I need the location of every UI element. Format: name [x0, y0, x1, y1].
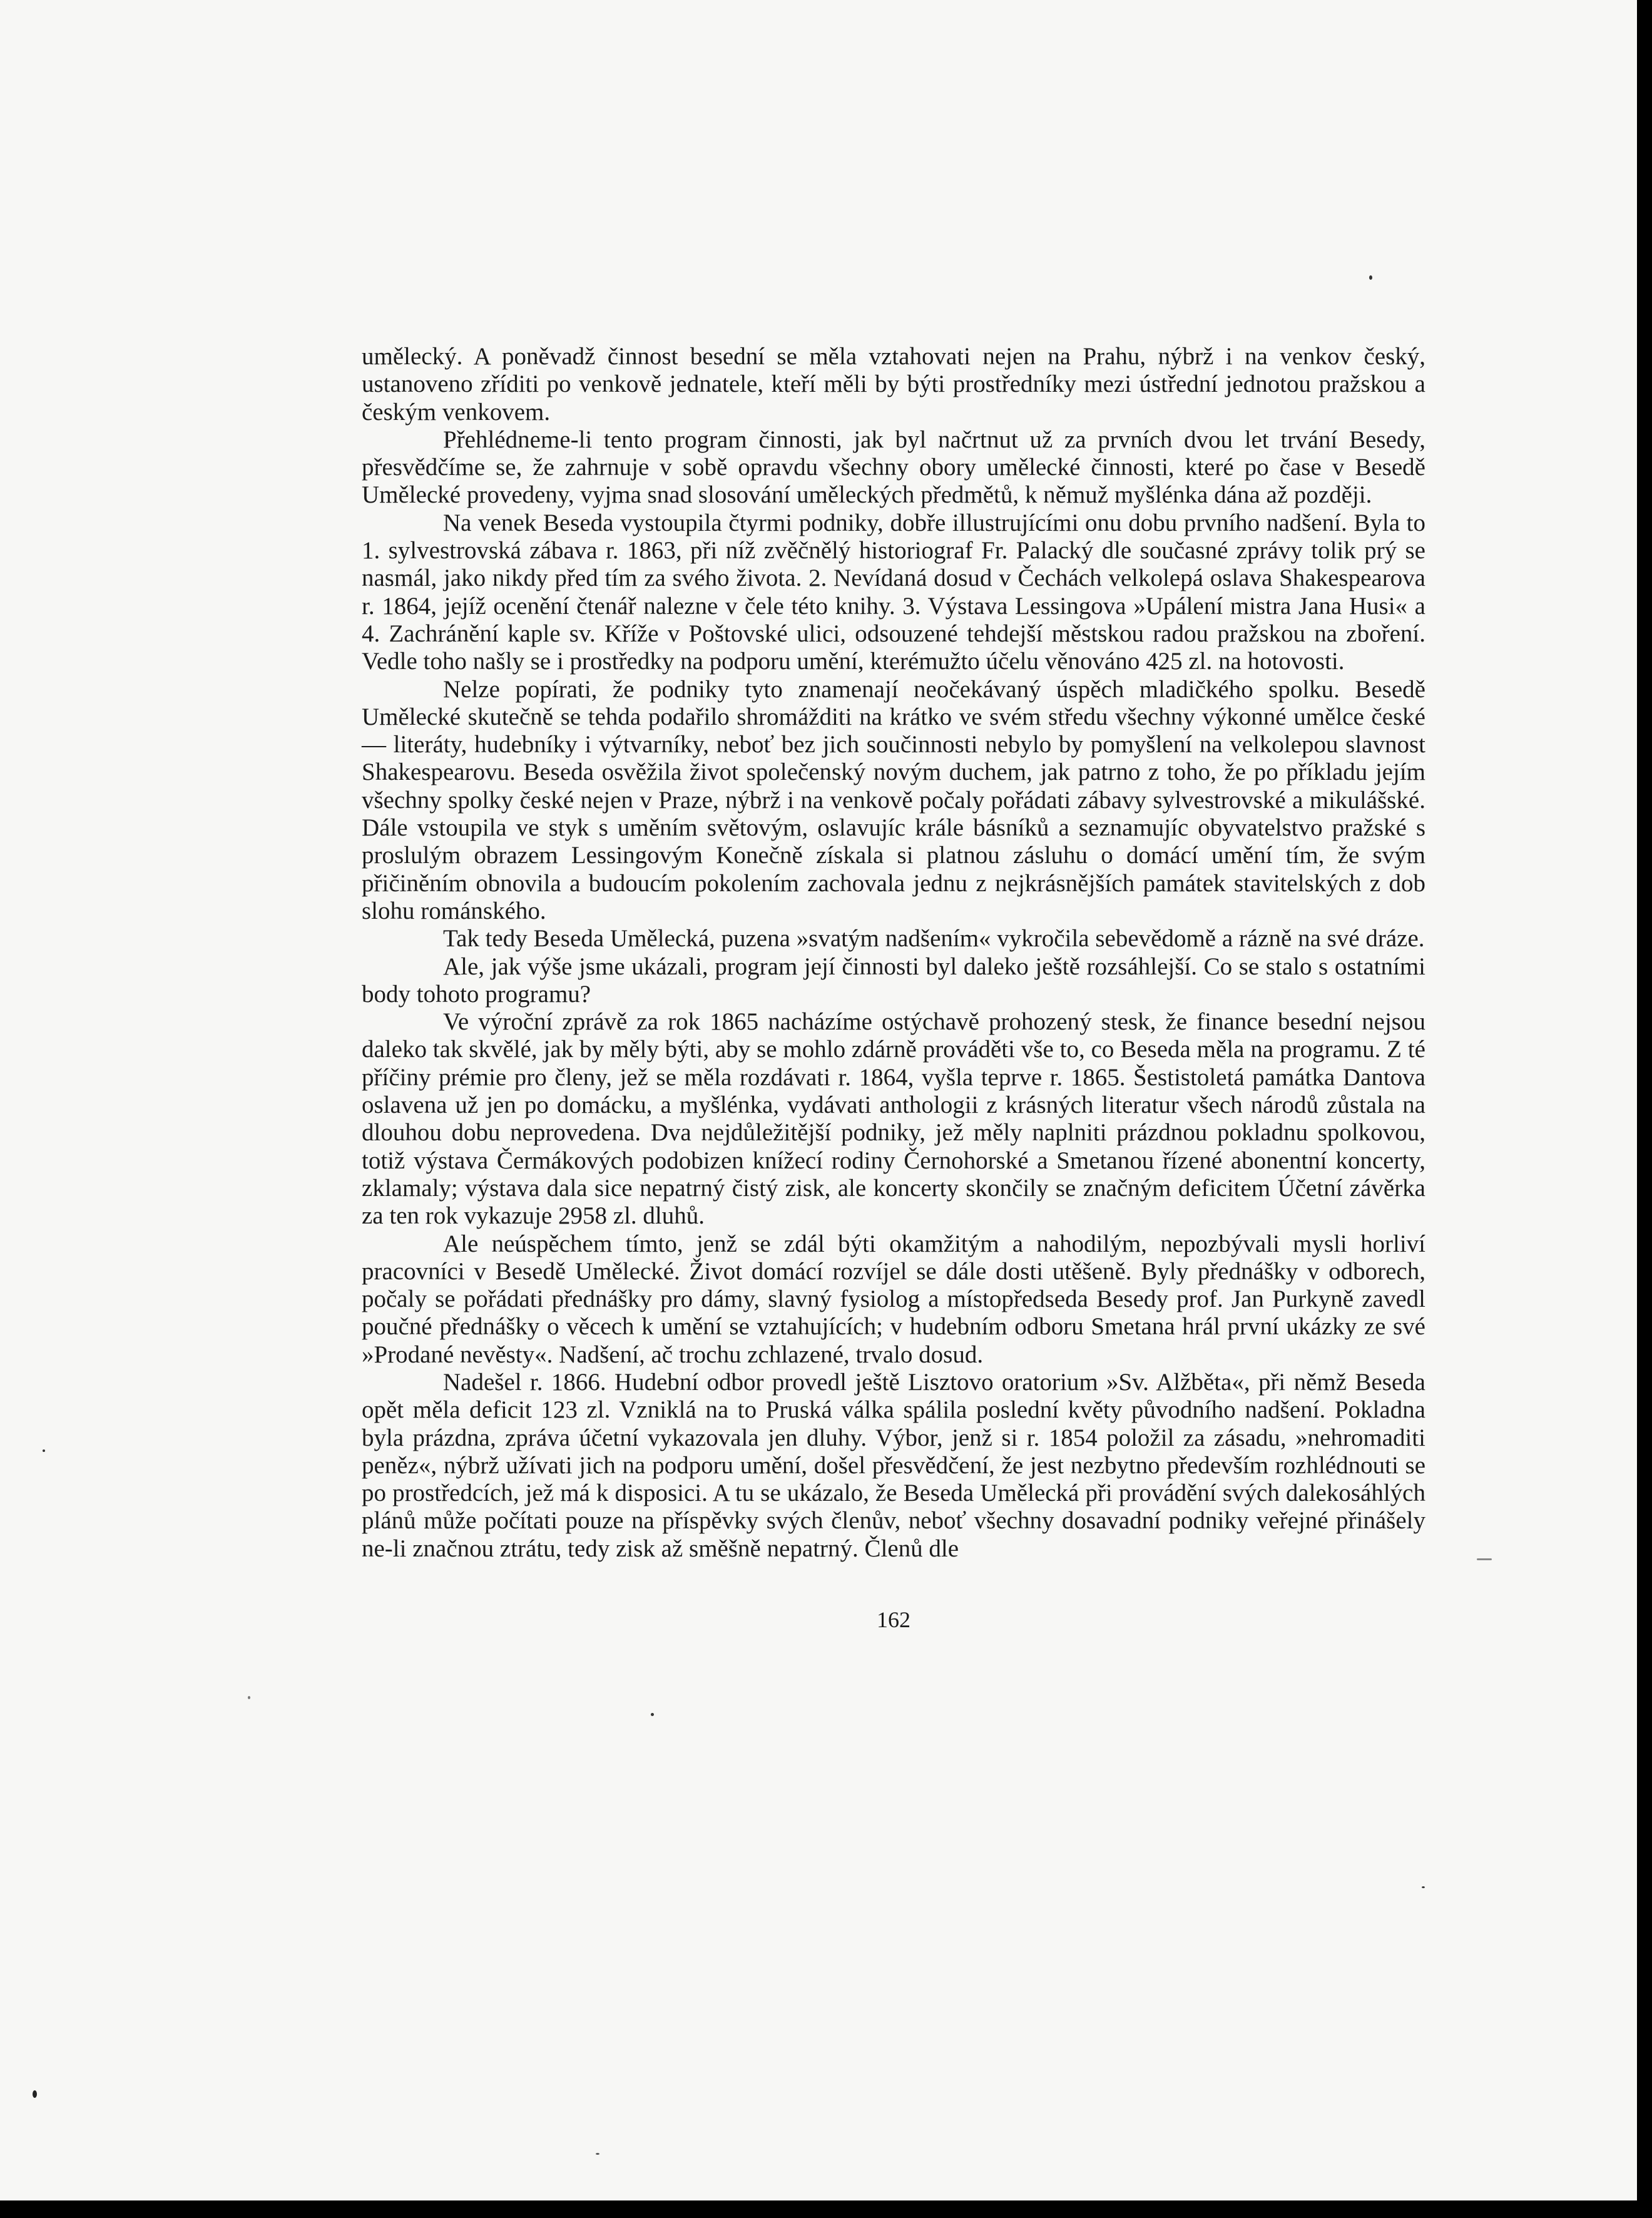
scan-speck: [1477, 1558, 1492, 1560]
paragraph-3: Na venek Beseda vystoupila čtyrmi podniky, dobře illustrujícími onu dobu prvního nadšení. Byla to 1. sylvestrovská zábava r. 1863, při níž zvěčnělý historiograf Fr. Palacký dle současné zprávy tolik prý se nasmál, jako nikdy před tím za svého života. 2. Nevídaná dosud v Čechách velkolepá oslava Shakespearova r. 1864, jejíž ocenění čtenář nalezne v čele této knihy. 3. Výstava Lessingova »Upálení mistra Jana Husi« a 4. Zachránění kaple sv. Kříže v Poštovské ulici, odsouzené tehdejší městskou radou pražskou na zboření. Vedle toho našly se i prostředky na podporu umění, kterémužto účelu věnováno 425 zl. na hotovosti.: [362, 509, 1425, 675]
scan-speck: [1369, 275, 1372, 280]
paragraph-7: Ve výroční zprávě za rok 1865 nacházíme ostýchavě prohozený stesk, že finance besední nejsou daleko tak skvělé, jak by měly býti, aby se mohlo zdárně prováděti vše to, co Beseda měla na programu. Z té příčiny prémie pro členy, jež se měla rozdávati r. 1864, vyšla teprve r. 1865. Šestistoletá památka Dantova oslavena už jen po domácku, a myšlénka, vydávati anthologii z krásných literatur všech národů zůstala na dlouhou dobu neprovedena. Dva nejdůležitější podniky, jež měly naplniti prázdnou pokladnu spolkovou, totiž výstava Čermákových podobizen knížecí rodiny Černohorské a Smetanou řízené abonentní koncerty, zklamaly; výstava dala sice nepatrný čistý zisk, ale koncerty skončily se značným deficitem Účetní závěrka za ten rok vykazuje 2958 zl. dluhů.: [362, 1008, 1425, 1230]
scan-speck: [596, 2153, 599, 2155]
scan-speck: [248, 1696, 250, 1699]
body-text: [362, 343, 1425, 1563]
paragraph-1: umělecký. A poněvadž činnost besední se měla vztahovati nejen na Prahu, nýbrž i na venkov český, ustanoveno zříditi po venkově jednatele, kteří měli by býti prostředníky mezi ústřední jednotou pražskou a českým venkovem.: [362, 343, 1425, 426]
page-number: 162: [877, 1607, 910, 1632]
scan-speck: [33, 2090, 37, 2098]
scan-speck: [1422, 1886, 1425, 1888]
paragraph-9: Nadešel r. 1866. Hudební odbor provedl ještě Lisztovo oratorium »Sv. Alžběta«, při němž Beseda opět měla deficit 123 zl. Vzniklá na to Pruská válka spálila poslední květy původního nadšení. Pokladna byla prázdna, zpráva účetní vykazovala jen dluhy. Výbor, jenž si r. 1854 položil za zásadu, »nehromaditi peněz«, nýbrž užívati jich na podporu umění, došel přesvědčení, že jest nezbytno především rozhlédnouti se po prostředcích, jež má k disposici. A tu se ukázalo, že Beseda Umělecká při provádění svých dalekosáhlých plánů může počítati pouze na příspěvky svých členův, neboť všechny dosavadní podniky veřejné přinášely ne-li značnou ztrátu, tedy zisk až směšně nepatrný. Členů dle: [362, 1368, 1425, 1562]
paragraph-6: Ale, jak výše jsme ukázali, program její činnosti byl daleko ještě rozsáhlejší. Co se stalo s ostatními body tohoto programu?: [362, 953, 1425, 1008]
paragraph-4: Nelze popírati, že podniky tyto znamenají neočekávaný úspěch mladičkého spolku. Besedě Umělecké skutečně se tehda podařilo shromážditi na krátko ve svém středu všechny výkonné umělce české — literáty, hudebníky i výtvarníky, neboť bez jich součinnosti nebylo by pomyšlení na velkolepou slavnost Shakespearovu. Beseda osvěžila život společenský novým duchem, jak patrno z toho, že po příkladu jejím všechny spolky české nejen v Praze, nýbrž i na venkově počaly pořádati zábavy sylvestrovské a mikulášské. Dále vstoupila ve styk s uměním světovým, oslavujíc krále básníků a seznamujíc obyvatelstvo pražské s proslulým obrazem Lessingovým Konečně získala si platnou zásluhu o domácí umění tím, že svým přičiněním obnovila a budoucím pokolením zachovala jednu z nejkrásnějších památek stavitelských z dob slohu románského.: [362, 675, 1425, 924]
paragraph-5: Tak tedy Beseda Umělecká, puzena »svatým nadšením« vykročila sebevědomě a rázně na své dráze.: [443, 925, 1425, 953]
paragraph-8: Ale neúspěchem tímto, jenž se zdál býti okamžitým a nahodilým, nepozbývali mysli horliví pracovníci v Besedě Umělecké. Život domácí rozvíjel se dále dosti utěšeně. Byly přednášky v odborech, počaly se pořádati přednášky pro dámy, slavný fysiolog a místopředseda Besedy prof. Jan Purkyně zavedl poučné přednášky o věcech k umění se vztahujících; v hudebním odboru Smetana hrál první ukázky ze své »Prodané nevěsty«. Nadšení, ač trochu zchlazené, trvalo dosud.: [362, 1230, 1425, 1368]
scan-speck: [651, 1713, 654, 1716]
scan-speck: [43, 1449, 45, 1452]
paragraph-2: Přehlédneme-li tento program činnosti, jak byl načrtnut už za prvních dvou let trvání Besedy, přesvědčíme se, že zahrnuje v sobě opravdu všechny obory umělecké činnosti, které po čase v Besedě Umělecké provedeny, vyjma snad slosování uměleckých předmětů, k němuž myšlénka dána až později.: [362, 426, 1425, 509]
